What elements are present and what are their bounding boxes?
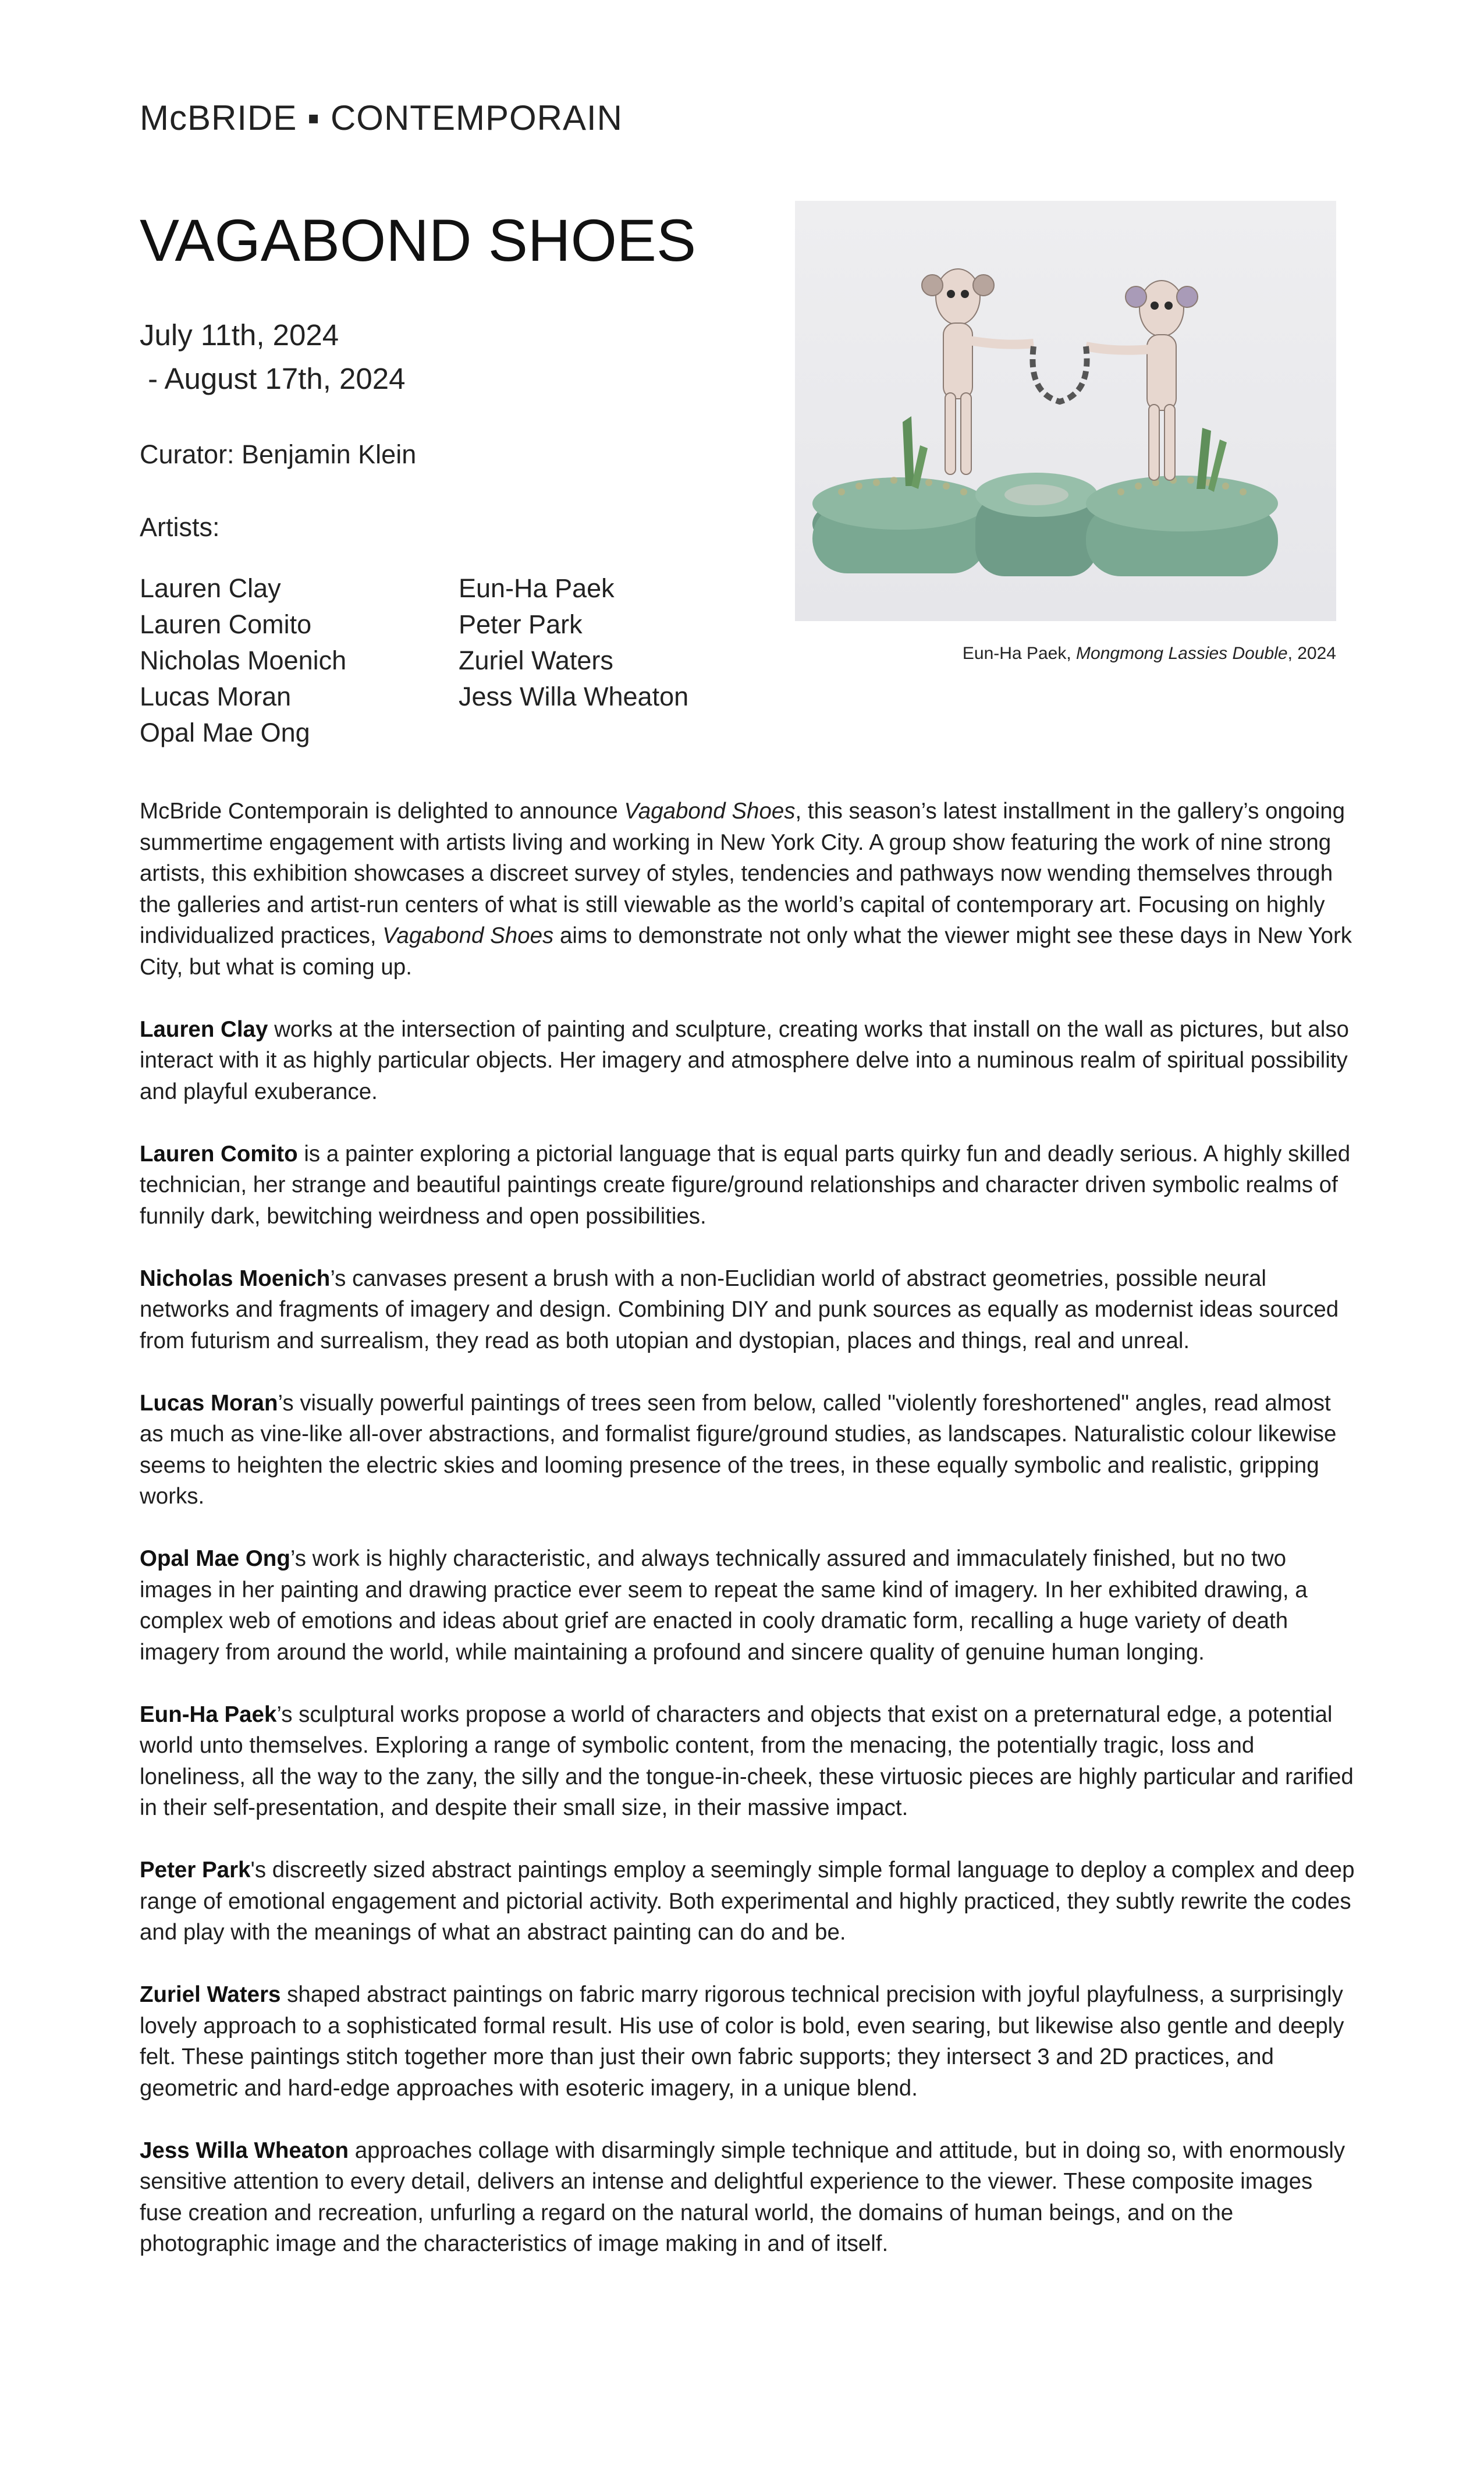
artist-name: Zuriel Waters bbox=[459, 646, 613, 675]
bio-text: ’s visually powerful paintings of trees seen from below, called "violently foreshortened" angles, read almost as much as vine-like all-over abstractions, and formalist figure/ground studies, as landscapes. Naturalistic colour likewise seems to heighten the electric skies and looming presence of the trees, in these equally symbolic and realistic, gripping works. bbox=[140, 1390, 1337, 1509]
artists-label: Artists: bbox=[140, 512, 220, 542]
bio-text: ’s canvases present a brush with a non-Euclidian world of abstract geometries, possible neural networks and fragments of imagery and design. Combining DIY and punk sources as equally as modernist ideas sourced from futurism and surrealism, they read as both utopian and dystopian, places and things, real and unreal. bbox=[140, 1265, 1339, 1353]
bio-artist-name: Lucas Moran bbox=[140, 1390, 278, 1416]
bio-artist-name: Zuriel Waters bbox=[140, 1982, 281, 2007]
bio-paragraph bbox=[140, 1014, 1356, 1108]
caption-year: , 2024 bbox=[1287, 644, 1336, 663]
caption-artist: Eun-Ha Paek, bbox=[962, 644, 1077, 663]
bio-text: ’s work is highly characteristic, and always technically assured and immaculately finished, but no two images in her painting and drawing practice ever seem to repeat the same kind of imagery. In her exhibited drawing, a complex web of emotions and ideas about grief are enacted in cooly dramatic form, recalling a huge variety of death imagery from around the world, while maintaining a profound and sincere quality of genuine human longing. bbox=[140, 1546, 1308, 1665]
bio-paragraph bbox=[140, 1263, 1356, 1357]
artists-list-left bbox=[140, 570, 346, 751]
artwork-caption bbox=[795, 644, 1336, 664]
artwork-image bbox=[795, 201, 1336, 621]
bio-text: approaches collage with disarmingly simple technique and attitude, but in doing so, with enormously sensitive attention to every detail, delivers an intense and delightful experience to the viewer. These composite images fuse creation and recreation, unfurling a regard on the natural world, the domains of human beings, and on the photographic image and the characteristics of image making in and of itself. bbox=[140, 2137, 1345, 2256]
bio-artist-name: Lauren Comito bbox=[140, 1141, 298, 1167]
artist-name: Lucas Moran bbox=[140, 682, 292, 711]
date-end: - August 17th, 2024 bbox=[140, 362, 406, 395]
gallery-name: McBRIDE ▪ CONTEMPORAIN bbox=[140, 98, 623, 137]
bio-text: shaped abstract paintings on fabric marry rigorous technical precision with joyful playfulness, a surprisingly lovely approach to a sophisticated formal result. His use of color is bold, even searing, but likewise also gentle and deeply felt. These paintings stitch together more than just their own fabric supports; they intersect 3 and 2D practices, and geometric and hard-edge approaches with esoteric imagery, in a unique blend. bbox=[140, 1982, 1344, 2101]
bio-text: works at the intersection of painting and sculpture, creating works that install on the wall as pictures, but also interact with it as highly particular objects. Her imagery and atmosphere delve into a numinous realm of spiritual possibility and playful exuberance. bbox=[140, 1016, 1349, 1104]
bio-artist-name: Nicholas Moenich bbox=[140, 1265, 331, 1291]
press-release-body bbox=[140, 796, 1356, 2291]
exhibition-name-italic: Vagabond Shoes bbox=[382, 923, 554, 948]
exhibition-title: VAGABOND SHOES bbox=[140, 207, 697, 274]
bio-artist-name: Opal Mae Ong bbox=[140, 1546, 290, 1571]
exhibition-name-italic: Vagabond Shoes bbox=[624, 799, 796, 824]
artist-name: Lauren Comito bbox=[140, 609, 312, 639]
artist-name: Lauren Clay bbox=[140, 573, 281, 603]
bio-paragraph bbox=[140, 1543, 1356, 1668]
bio-paragraph bbox=[140, 1139, 1356, 1232]
bio-artist-name: Eun-Ha Paek bbox=[140, 1701, 277, 1727]
bio-artist-name: Peter Park bbox=[140, 1857, 251, 1883]
bio-artist-name: Jess Willa Wheaton bbox=[140, 2137, 349, 2163]
bio-text: 's discreetly sized abstract paintings employ a seemingly simple formal language to deploy a complex and deep range of emotional engagement and pictorial activity. Both experimental and highly practiced, they subtly rewrite the codes and play with the meanings of what an abstract painting can do and be. bbox=[140, 1857, 1355, 1945]
artist-name: Opal Mae Ong bbox=[140, 718, 310, 747]
bio-paragraph bbox=[140, 1979, 1356, 2104]
artist-name: Nicholas Moenich bbox=[140, 646, 347, 675]
artists-list-right bbox=[459, 570, 688, 715]
date-start: July 11th, 2024 bbox=[140, 318, 339, 352]
bio-paragraph bbox=[140, 1388, 1356, 1512]
bio-text: is a painter exploring a pictorial language that is equal parts quirky fun and deadly serious. A highly skilled technician, her strange and beautiful paintings create figure/ground relationships and character driven symbolic realms of funnily dark, bewitching weirdness and open possibilities. bbox=[140, 1141, 1351, 1229]
artist-name: Eun-Ha Paek bbox=[459, 573, 615, 603]
artist-name: Jess Willa Wheaton bbox=[459, 682, 689, 711]
bio-artist-name: Lauren Clay bbox=[140, 1016, 268, 1042]
caption-title: Mongmong Lassies Double bbox=[1076, 644, 1288, 663]
curator: Curator: Benjamin Klein bbox=[140, 439, 417, 469]
bio-paragraph bbox=[140, 1699, 1356, 1824]
intro-text: , this season’s latest installment in the gallery’s ongoing summertime engagement with artists living and working in New York City. A group show featuring the work of nine strong artists, this exhibition showcases a discreet survey of styles, tendencies and pathways now wending themselves through the galleries and artist-run centers of what is still viewable as the world’s capital of contemporary art. Focusing on highly individualized practices, bbox=[140, 799, 1345, 948]
artist-name: Peter Park bbox=[459, 609, 583, 639]
intro-text: aims to demonstrate not only what the viewer might see these days in New York City, but what is coming up. bbox=[140, 923, 1352, 980]
intro-text: McBride Contemporain is delighted to announce bbox=[140, 799, 624, 824]
bio-paragraph bbox=[140, 2135, 1356, 2260]
bio-text: ’s sculptural works propose a world of characters and objects that exist on a preternatural edge, a potential world unto themselves. Exploring a range of symbolic content, from the menacing, the potentially tragic, loss and loneliness, all the way to the zany, the silly and the tongue-in-cheek, these virtuosic pieces are highly particular and rarified in their self-presentation, and despite their small size, in their massive impact. bbox=[140, 1701, 1354, 1820]
exhibition-dates bbox=[140, 313, 406, 400]
intro-paragraph bbox=[140, 796, 1356, 983]
bio-paragraph bbox=[140, 1855, 1356, 1948]
